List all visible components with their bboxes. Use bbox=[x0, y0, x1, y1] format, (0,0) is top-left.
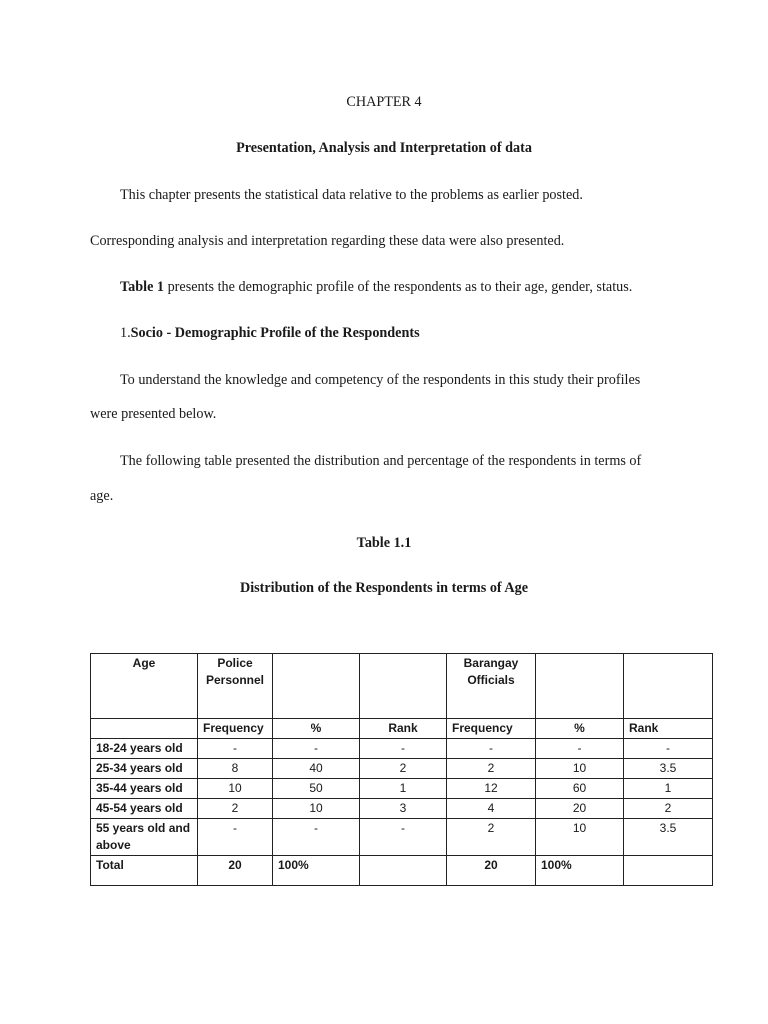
paragraph-3-line-1: To understand the knowledge and competency of the respondents in this study their profiles bbox=[120, 372, 641, 388]
total-cell bbox=[360, 856, 447, 886]
table-row bbox=[91, 779, 713, 799]
table-reference: Table 1 bbox=[120, 279, 165, 295]
table-row bbox=[91, 759, 713, 779]
chapter-heading: CHAPTER 4 bbox=[346, 94, 422, 110]
table-cell: 10 bbox=[536, 819, 624, 856]
total-cell: 20 bbox=[447, 856, 536, 886]
table-cell: 1 bbox=[360, 779, 447, 799]
header-cell bbox=[273, 654, 360, 719]
age-cell: 18-24 years old bbox=[91, 739, 198, 759]
total-label-cell: Total bbox=[91, 856, 198, 886]
table-subheader-row bbox=[91, 719, 713, 739]
subheader-cell bbox=[91, 719, 198, 739]
total-cell bbox=[624, 856, 713, 886]
table-cell: 12 bbox=[447, 779, 536, 799]
table-caption: Distribution of the Respondents in terms of Age bbox=[239, 580, 529, 596]
table-cell: 3.5 bbox=[624, 759, 713, 779]
header-cell bbox=[624, 654, 713, 719]
table-cell: - bbox=[536, 739, 624, 759]
paragraph-3-line-2: were presented below. bbox=[90, 406, 217, 422]
paragraph-1-line-1: This chapter presents the statistical data relative to the problems as earlier posted. bbox=[120, 187, 583, 203]
table-cell: - bbox=[360, 819, 447, 856]
table-total-row bbox=[91, 856, 713, 886]
section-title: Presentation, Analysis and Interpretation of data bbox=[236, 140, 532, 156]
table-cell: - bbox=[447, 739, 536, 759]
total-cell: 100% bbox=[536, 856, 624, 886]
table-cell: 40 bbox=[273, 759, 360, 779]
table-cell: 2 bbox=[447, 819, 536, 856]
table-cell: 50 bbox=[273, 779, 360, 799]
subheader-cell: % bbox=[273, 719, 360, 739]
header-cell: Barangay Officials bbox=[447, 654, 536, 719]
age-distribution-table bbox=[90, 653, 713, 886]
table-row bbox=[91, 799, 713, 819]
table-cell: - bbox=[273, 739, 360, 759]
table-cell: 10 bbox=[536, 759, 624, 779]
age-cell: 35-44 years old bbox=[91, 779, 198, 799]
subheading bbox=[120, 325, 420, 342]
table-cell: - bbox=[360, 739, 447, 759]
paragraph-1-line-2: Corresponding analysis and interpretation regarding these data were also presented. bbox=[90, 233, 565, 249]
table-cell: 60 bbox=[536, 779, 624, 799]
total-cell: 100% bbox=[273, 856, 360, 886]
subheader-cell: Frequency bbox=[198, 719, 273, 739]
paragraph-4-line-2: age. bbox=[90, 488, 114, 504]
paragraph-2 bbox=[120, 279, 632, 296]
total-cell: 20 bbox=[198, 856, 273, 886]
table-cell: 2 bbox=[198, 799, 273, 819]
subheader-cell: Rank bbox=[360, 719, 447, 739]
table-row bbox=[91, 739, 713, 759]
paragraph-4-line-1: The following table presented the distribution and percentage of the respondents in terms of bbox=[120, 453, 642, 469]
header-cell bbox=[536, 654, 624, 719]
age-cell: 55 years old and above bbox=[91, 819, 198, 856]
table-cell: 3 bbox=[360, 799, 447, 819]
table-cell: 10 bbox=[198, 779, 273, 799]
table-cell: 10 bbox=[273, 799, 360, 819]
table-label: Table 1.1 bbox=[356, 535, 412, 551]
table-cell: - bbox=[273, 819, 360, 856]
table-row bbox=[91, 819, 713, 856]
table-cell: 4 bbox=[447, 799, 536, 819]
table-cell: 1 bbox=[624, 779, 713, 799]
age-cell: 25-34 years old bbox=[91, 759, 198, 779]
table-cell: - bbox=[624, 739, 713, 759]
subheading-number: 1. bbox=[120, 325, 131, 341]
table-header-row bbox=[91, 654, 713, 719]
table-cell: 3.5 bbox=[624, 819, 713, 856]
table-cell: 20 bbox=[536, 799, 624, 819]
paragraph-2-text: presents the demographic profile of the respondents as to their age, gender, status. bbox=[164, 279, 633, 295]
subheader-cell: Rank bbox=[624, 719, 713, 739]
table-cell: 2 bbox=[624, 799, 713, 819]
table-cell: 2 bbox=[360, 759, 447, 779]
header-cell bbox=[360, 654, 447, 719]
age-cell: 45-54 years old bbox=[91, 799, 198, 819]
subheading-text: Socio - Demographic Profile of the Respondents bbox=[130, 325, 420, 341]
table-cell: 8 bbox=[198, 759, 273, 779]
header-cell: Police Personnel bbox=[198, 654, 273, 719]
table-cell: - bbox=[198, 739, 273, 759]
subheader-cell: Frequency bbox=[447, 719, 536, 739]
table-cell: 2 bbox=[447, 759, 536, 779]
table-cell: - bbox=[198, 819, 273, 856]
subheader-cell: % bbox=[536, 719, 624, 739]
header-cell: Age bbox=[91, 654, 198, 719]
